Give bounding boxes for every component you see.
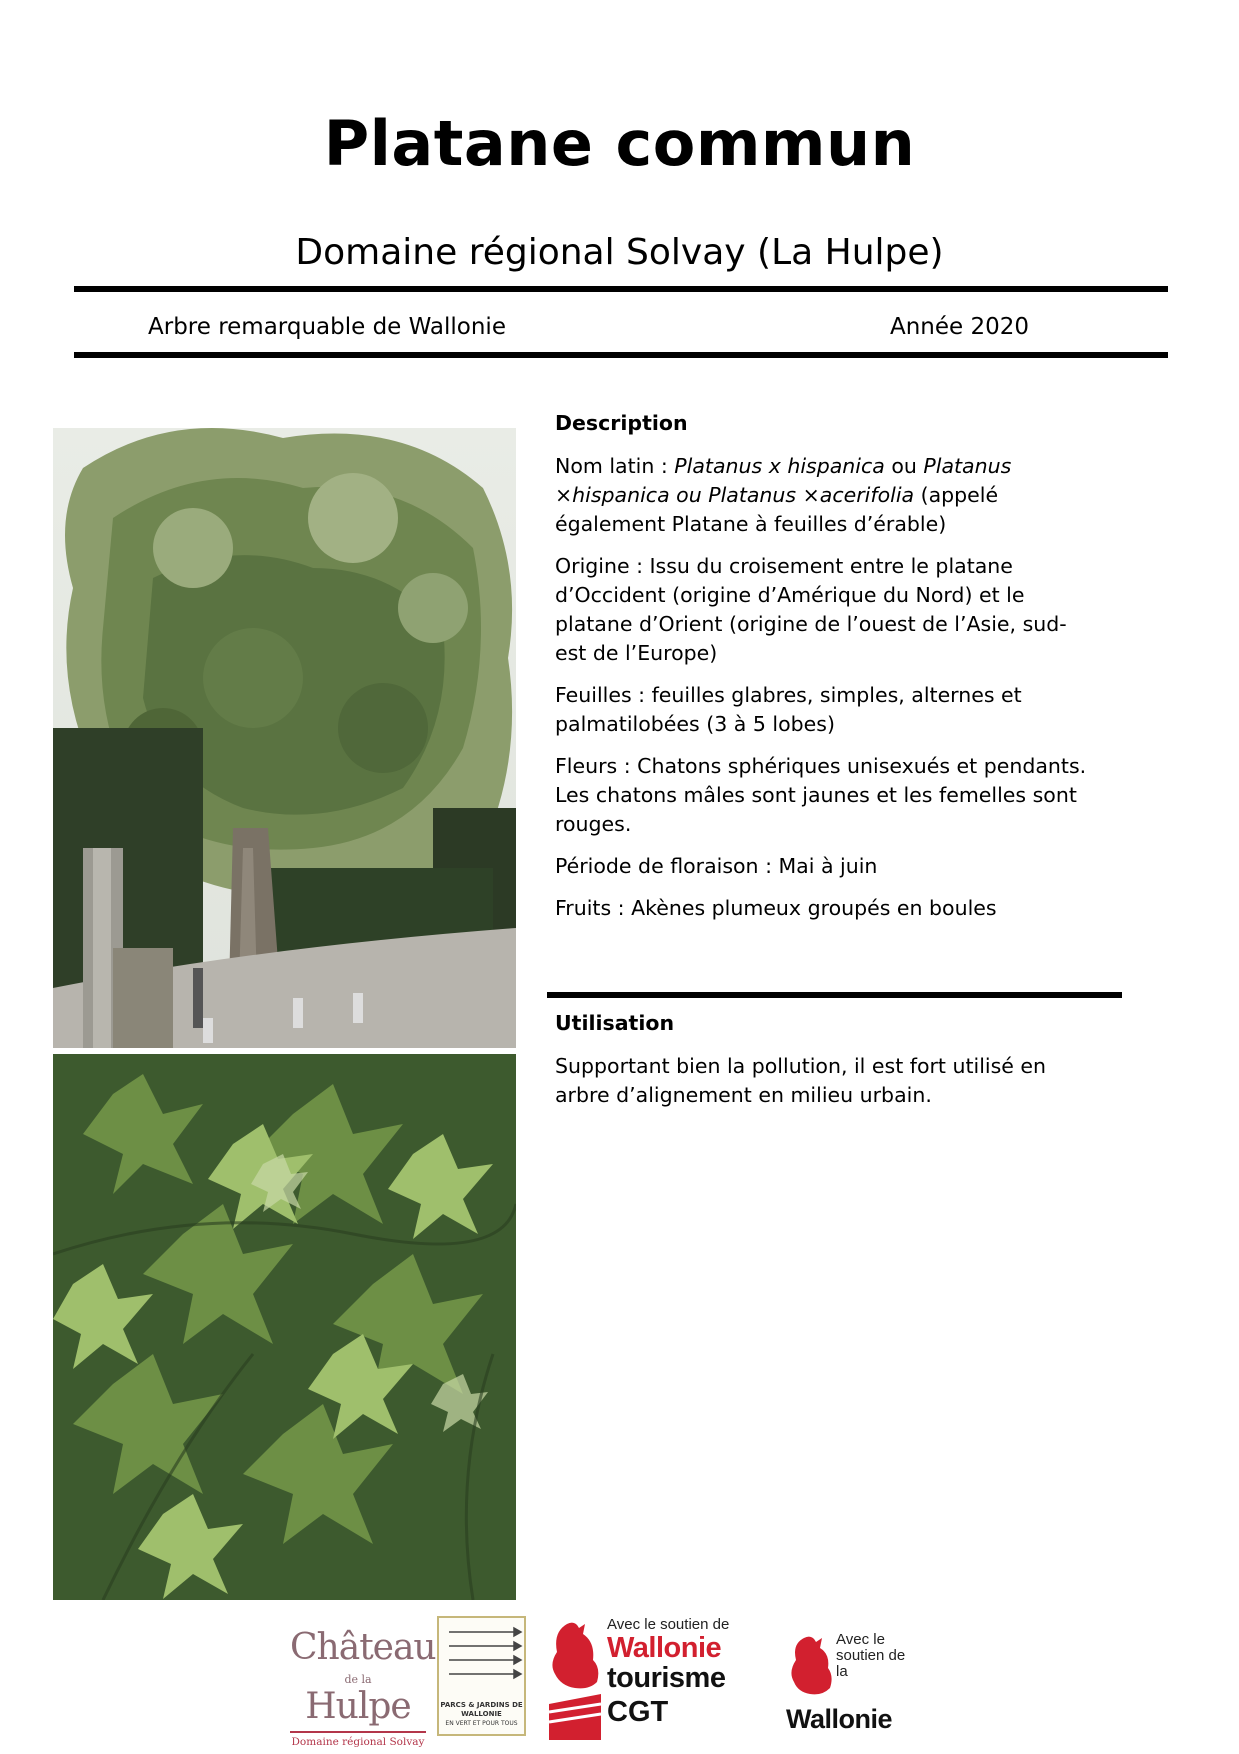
latin-name-2: Platanus ×hispanica ou Platanus ×acerifolia [555,454,1012,507]
parcs-jardins-logo [437,1616,526,1736]
year-label: Année 2020 [890,314,1030,340]
wallonie-logo [786,1630,916,1740]
latin-or: ou [884,454,924,478]
chateau-logo-line2: Hulpe [305,1686,411,1727]
rooster-icon [786,1630,836,1702]
section-divider [547,992,1122,998]
divider-header-bottom [74,352,1168,358]
rooster-icon [545,1612,605,1742]
latin-name-1: Platanus x hispanica [674,454,885,478]
parcs-logo-text: PARCS & JARDINS DE WALLONIE [440,1701,523,1718]
parcs-logo-tagline: EN VERT ET POUR TOUS [445,1720,518,1727]
wt-logo-cgt: CGT [607,1696,669,1728]
fruits-paragraph: Fruits : Akènes plumeux groupés en boules [555,896,997,920]
usage-paragraph: Supportant bien la pollution, il est fort utilisé en arbre d’alignement en milieu urbain. [555,1054,1047,1107]
latin-suffix: (appelé également Platane à feuilles d’érable) [555,483,999,536]
description-section [555,408,1095,936]
tree-photo [53,428,516,1048]
sponsor-logos [0,1610,1239,1750]
leaves-photo [53,1054,516,1600]
flowering-period-paragraph: Période de floraison : Mai à juin [555,854,878,878]
chateau-de-la-hulpe-logo [290,1627,436,1748]
chateau-logo-small: de la [344,1673,372,1686]
wa-logo-big: Wallonie [786,1704,893,1734]
latin-label: Nom latin : [555,454,675,478]
leaves-paragraph: Feuilles : feuilles glabres, simples, alternes et palmatilobées (3 à 5 lobes) [555,683,1022,736]
page-title: Platane commun [323,107,916,180]
origin-paragraph: Origine : Issu du croisement entre le platane d’Occident (origine d’Amérique du Nord) et le platane d’Orient (origine de l’ouest de l’Asie, sud-est de l’Europe) [555,554,1067,665]
wt-logo-tourisme: tourisme [607,1662,726,1694]
latin-name-paragraph [555,452,1095,539]
chateau-logo-domain: Domaine régional Solvay [290,1731,426,1748]
page-subtitle: Domaine régional Solvay (La Hulpe) [295,232,944,273]
arrows-icon [439,1618,524,1688]
tree-category-label: Arbre remarquable de Wallonie [148,314,506,340]
divider-top [74,286,1168,292]
usage-section [555,1008,1095,1123]
wt-logo-wallonie: Wallonie [607,1632,722,1664]
chateau-logo-line1: Château [290,1627,436,1668]
wallonie-tourisme-logo [545,1612,745,1744]
flowers-paragraph: Fleurs : Chatons sphériques unisexués et pendants. Les chatons mâles sont jaunes et les femelles sont rouges. [555,754,1087,836]
description-heading: Description [555,411,688,435]
wt-logo-top: Avec le soutien de [607,1616,730,1633]
wa-logo-small: Avec le soutien de la [836,1631,906,1680]
usage-heading: Utilisation [555,1011,675,1035]
